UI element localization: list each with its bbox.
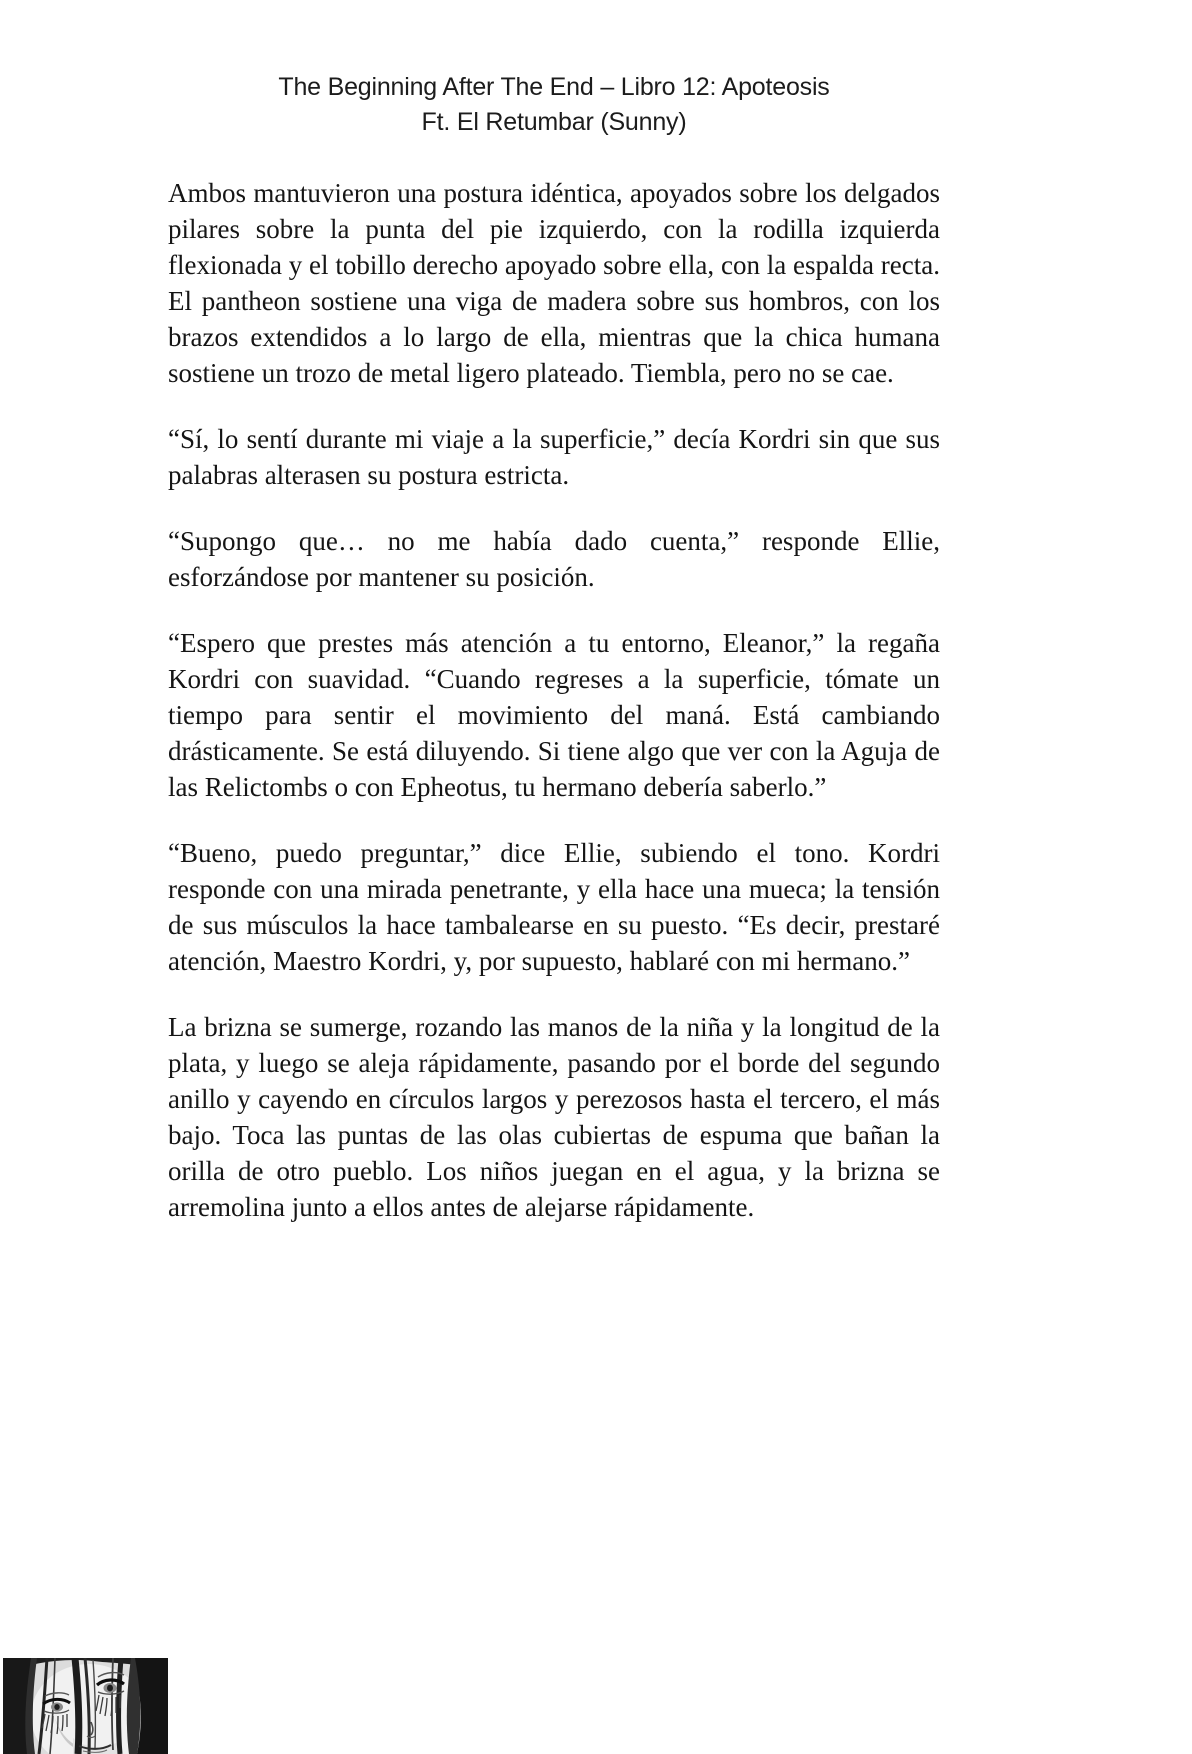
document-page [0,70,1192,1754]
page-title-line-2: Ft. El Retumbar (Sunny) [421,108,687,136]
body-text [168,175,940,1225]
body-paragraph: Ambos mantuvieron una postura idéntica, apoyados sobre los delgados pilares sobre la punta del pie izquierdo, con la rodilla izquierda flexionada y el tobillo derecho apoyado sobre ella, con la espalda recta. El pantheon sostiene una viga de madera sobre sus hombros, con los brazos extendidos a lo largo de ella, mientras que la chica humana sostiene un trozo de metal ligero plateado. Tiembla, pero no se cae. [168,178,940,388]
page-title-line-1: The Beginning After The End – Libro 12: Apoteosis [278,73,830,101]
body-paragraph: “Supongo que… no me había dado cuenta,” responde Ellie, esforzándose por mantener su posición. [168,526,940,592]
manga-face-illustration [3,1658,168,1754]
page-title [168,70,940,140]
body-paragraph: “Sí, lo sentí durante mi viaje a la superficie,” decía Kordri sin que sus palabras alterasen su postura estricta. [168,424,940,490]
manga-face-drawing [3,1658,168,1754]
body-paragraph: “Espero que prestes más atención a tu entorno, Eleanor,” la regaña Kordri con suavidad. “Cuando regreses a la superficie, tómate un tiempo para sentir el movimiento del maná. Está cambiando drásticamente. Se está diluyendo. Si tiene algo que ver con la Aguja de las Relictombs o con Epheotus, tu hermano debería saberlo.” [168,628,940,802]
body-paragraph: La brizna se sumerge, rozando las manos de la niña y la longitud de la plata, y luego se aleja rápidamente, pasando por el borde del segundo anillo y cayendo en círculos largos y perezosos hasta el tercero, el más bajo. Toca las puntas de las olas cubiertas de espuma que bañan la orilla de otro pueblo. Los niños juegan en el agua, y la brizna se arremolina junto a ellos antes de alejarse rápidamente. [168,1012,940,1222]
body-paragraph: “Bueno, puedo preguntar,” dice Ellie, subiendo el tono. Kordri responde con una mirada penetrante, y ella hace una mueca; la tensión de sus músculos la hace tambalearse en su puesto. “Es decir, prestaré atención, Maestro Kordri, y, por supuesto, hablaré con mi hermano.” [168,838,940,976]
